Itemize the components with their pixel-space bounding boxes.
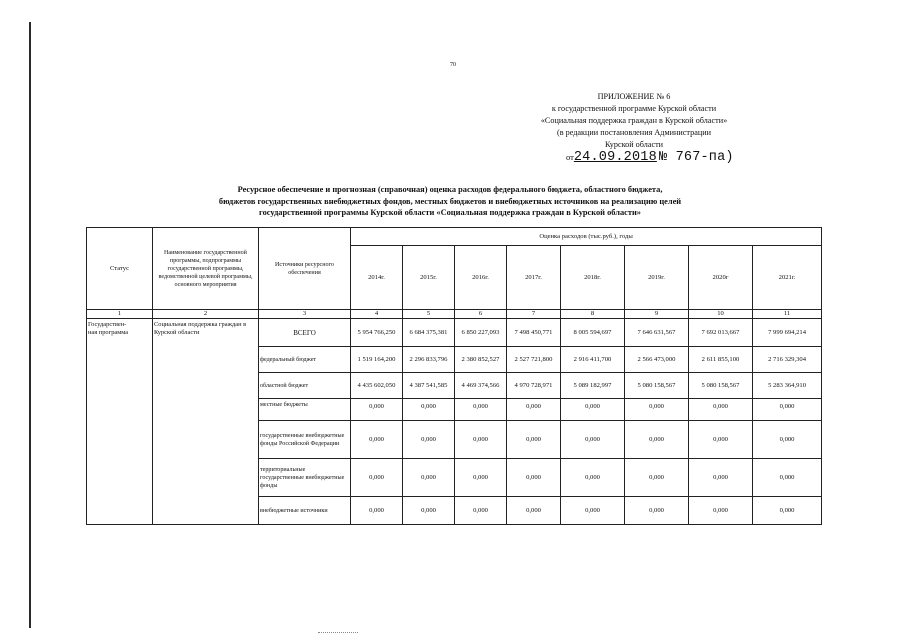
value-cell: 0,000	[625, 421, 689, 459]
value-cell: 6 850 227,093	[455, 319, 507, 347]
header-year: 2015г.	[403, 246, 455, 310]
source-cell: федеральный бюджет	[259, 347, 351, 373]
value-cell: 5 954 766,250	[351, 319, 403, 347]
value-cell: 0,000	[689, 421, 753, 459]
value-cell: 2 611 855,100	[689, 347, 753, 373]
value-cell: 0,000	[351, 459, 403, 497]
value-cell: 7 498 450,771	[507, 319, 561, 347]
value-cell: 4 387 541,585	[403, 373, 455, 399]
value-cell: 0,000	[507, 421, 561, 459]
header-year: 2019г.	[625, 246, 689, 310]
status-cell: Государствен- ная программа	[87, 319, 153, 525]
value-cell: 7 692 013,667	[689, 319, 753, 347]
document-title	[150, 184, 750, 219]
column-number: 6	[455, 310, 507, 319]
value-cell: 0,000	[753, 421, 822, 459]
value-cell: 0,000	[351, 399, 403, 421]
value-cell: 4 469 374,566	[455, 373, 507, 399]
value-cell: 6 684 375,381	[403, 319, 455, 347]
column-number: 2	[153, 310, 259, 319]
table-row	[87, 319, 822, 347]
value-cell: 0,000	[753, 459, 822, 497]
value-cell: 2 296 833,796	[403, 347, 455, 373]
header-program-name: Наименование государственной программы, подпрограммы государственной программы, ведомственной целевой программы, основного мероприятия	[153, 228, 259, 310]
column-number: 1	[87, 310, 153, 319]
title-line: бюджетов государственных внебюджетных фондов, местных бюджетов и внебюджетных источников на реализацию целей	[218, 196, 682, 206]
scan-artifact	[318, 632, 358, 634]
column-number: 5	[403, 310, 455, 319]
header-sources: Источники ресурсного обеспечения	[259, 228, 351, 310]
header-year: 2016г.	[455, 246, 507, 310]
value-cell: 2 380 852,527	[455, 347, 507, 373]
column-number: 7	[507, 310, 561, 319]
decree-date: 24.09.2018	[573, 150, 657, 165]
program-cell: Социальная поддержка граждан в Курской области	[153, 319, 259, 525]
header-status: Статус	[87, 228, 153, 310]
decree-line	[566, 150, 734, 165]
value-cell: 0,000	[507, 399, 561, 421]
value-cell: 0,000	[455, 459, 507, 497]
value-cell: 0,000	[403, 399, 455, 421]
value-cell: 1 519 164,200	[351, 347, 403, 373]
value-cell: 0,000	[561, 399, 625, 421]
value-cell: 0,000	[507, 497, 561, 525]
value-cell: 0,000	[351, 421, 403, 459]
source-cell: государственные внебюджетные фонды Российской Федерации	[259, 421, 351, 459]
left-margin-line	[29, 22, 31, 628]
column-number: 3	[259, 310, 351, 319]
column-number: 9	[625, 310, 689, 319]
value-cell: 0,000	[625, 399, 689, 421]
column-number: 8	[561, 310, 625, 319]
value-cell: 0,000	[351, 497, 403, 525]
source-cell: областной бюджет	[259, 373, 351, 399]
header-year: 2018г.	[561, 246, 625, 310]
source-cell: территориальные государственные внебюджетные фонды	[259, 459, 351, 497]
source-cell: внебюджетные источники	[259, 497, 351, 525]
header-estimate: Оценка расходов (тыс.руб.), годы	[351, 228, 822, 246]
value-cell: 0,000	[403, 459, 455, 497]
title-line: государственной программы Курской области «Социальная поддержка граждан в Курской области»	[259, 208, 641, 217]
value-cell: 7 646 631,567	[625, 319, 689, 347]
source-cell: ВСЕГО	[259, 319, 351, 347]
header-year: 2020г	[689, 246, 753, 310]
value-cell: 0,000	[753, 497, 822, 525]
value-cell: 0,000	[625, 459, 689, 497]
value-cell: 4 970 728,971	[507, 373, 561, 399]
value-cell: 2 916 411,700	[561, 347, 625, 373]
value-cell: 0,000	[561, 497, 625, 525]
value-cell: 0,000	[455, 399, 507, 421]
source-cell: местные бюджеты	[259, 399, 351, 421]
column-number: 4	[351, 310, 403, 319]
appendix-line: Курской области	[604, 140, 664, 149]
value-cell: 0,000	[689, 497, 753, 525]
value-cell: 0,000	[455, 497, 507, 525]
value-cell: 0,000	[625, 497, 689, 525]
column-number: 11	[753, 310, 822, 319]
header-year: 2014г.	[351, 246, 403, 310]
value-cell: 5 089 182,997	[561, 373, 625, 399]
value-cell: 4 435 602,050	[351, 373, 403, 399]
value-cell: 5 080 158,567	[625, 373, 689, 399]
appendix-line: к государственной программе Курской области	[551, 104, 717, 113]
value-cell: 0,000	[403, 421, 455, 459]
appendix-line: ПРИЛОЖЕНИЕ № 6	[597, 92, 671, 101]
value-cell: 0,000	[561, 459, 625, 497]
value-cell: 0,000	[753, 399, 822, 421]
value-cell: 8 005 594,697	[561, 319, 625, 347]
page-number: 70	[450, 62, 456, 68]
value-cell: 5 283 364,910	[753, 373, 822, 399]
value-cell: 0,000	[561, 421, 625, 459]
column-number: 10	[689, 310, 753, 319]
decree-from: от	[566, 152, 574, 162]
value-cell: 0,000	[455, 421, 507, 459]
value-cell: 2 566 473,000	[625, 347, 689, 373]
header-year: 2021г.	[753, 246, 822, 310]
appendix-block	[520, 91, 748, 151]
appendix-line: «Социальная поддержка граждан в Курской области»	[540, 116, 728, 125]
column-number-row	[87, 310, 822, 319]
value-cell: 0,000	[689, 399, 753, 421]
decree-number: № 767-па)	[659, 150, 734, 165]
value-cell: 0,000	[507, 459, 561, 497]
resource-table	[86, 227, 822, 525]
value-cell: 0,000	[403, 497, 455, 525]
appendix-line: (в редакции постановления Администрации	[557, 128, 711, 137]
value-cell: 5 080 158,567	[689, 373, 753, 399]
title-line: Ресурсное обеспечение и прогнозная (справочная) оценка расходов федерального бюджета, областного бюджета,	[237, 185, 663, 194]
value-cell: 2 527 721,800	[507, 347, 561, 373]
value-cell: 0,000	[689, 459, 753, 497]
value-cell: 2 716 329,304	[753, 347, 822, 373]
header-year: 2017г.	[507, 246, 561, 310]
value-cell: 7 999 694,214	[753, 319, 822, 347]
